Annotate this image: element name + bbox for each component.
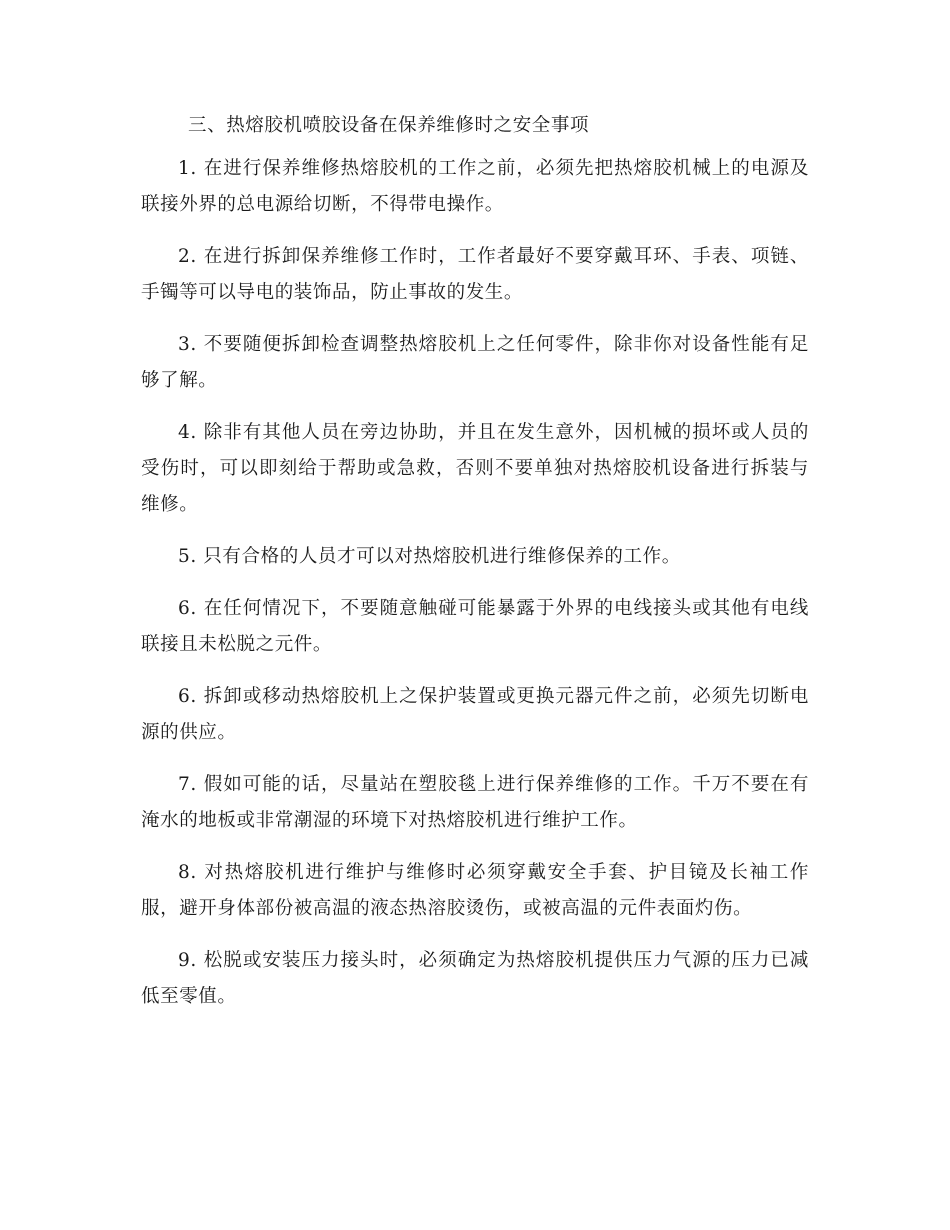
section-heading: 三、热熔胶机喷胶设备在保养维修时之安全事项 [188,115,590,136]
paragraph-8: 8. 对热熔胶机进行维护与维修时必须穿戴安全手套、护目镜及长袖工作服，避开身体部份被高温的液态热溶胶烫伤，或被高温的元件表面灼伤。 [141,862,809,919]
paragraph-7: 7. 假如可能的话，尽量站在塑胶毯上进行保养维修的工作。千万不要在有淹水的地板或非常潮湿的环境下对热熔胶机进行维护工作。 [141,774,809,831]
paragraph-6: 6. 在任何情况下，不要随意触碰可能暴露于外界的电线接头或其他有电线联接且未松脱之元件。 [141,598,809,655]
paragraph-3: 3. 不要随便拆卸检查调整热熔胶机上之任何零件，除非你对设备性能有足够了解。 [141,334,809,391]
paragraph-9: 9. 松脱或安装压力接头时，必须确定为热熔胶机提供压力气源的压力已减低至零值。 [141,950,809,1007]
document-page [141,108,809,1031]
paragraph-2: 2. 在进行拆卸保养维修工作时，工作者最好不要穿戴耳环、手表、项链、手镯等可以导电的装饰品，防止事故的发生。 [141,246,809,303]
paragraph-1: 1. 在进行保养维修热熔胶机的工作之前，必须先把热熔胶机械上的电源及联接外界的总电源给切断，不得带电操作。 [141,158,809,215]
paragraph-4: 4. 除非有其他人员在旁边协助，并且在发生意外，因机械的损坏或人员的受伤时，可以即刻给于帮助或急救，否则不要单独对热熔胶机设备进行拆装与维修。 [141,422,809,515]
paragraph-6b: 6. 拆卸或移动热熔胶机上之保护装置或更换元器元件之前，必须先切断电源的供应。 [141,686,809,743]
paragraph-5: 5. 只有合格的人员才可以对热熔胶机进行维修保养的工作。 [178,546,681,567]
